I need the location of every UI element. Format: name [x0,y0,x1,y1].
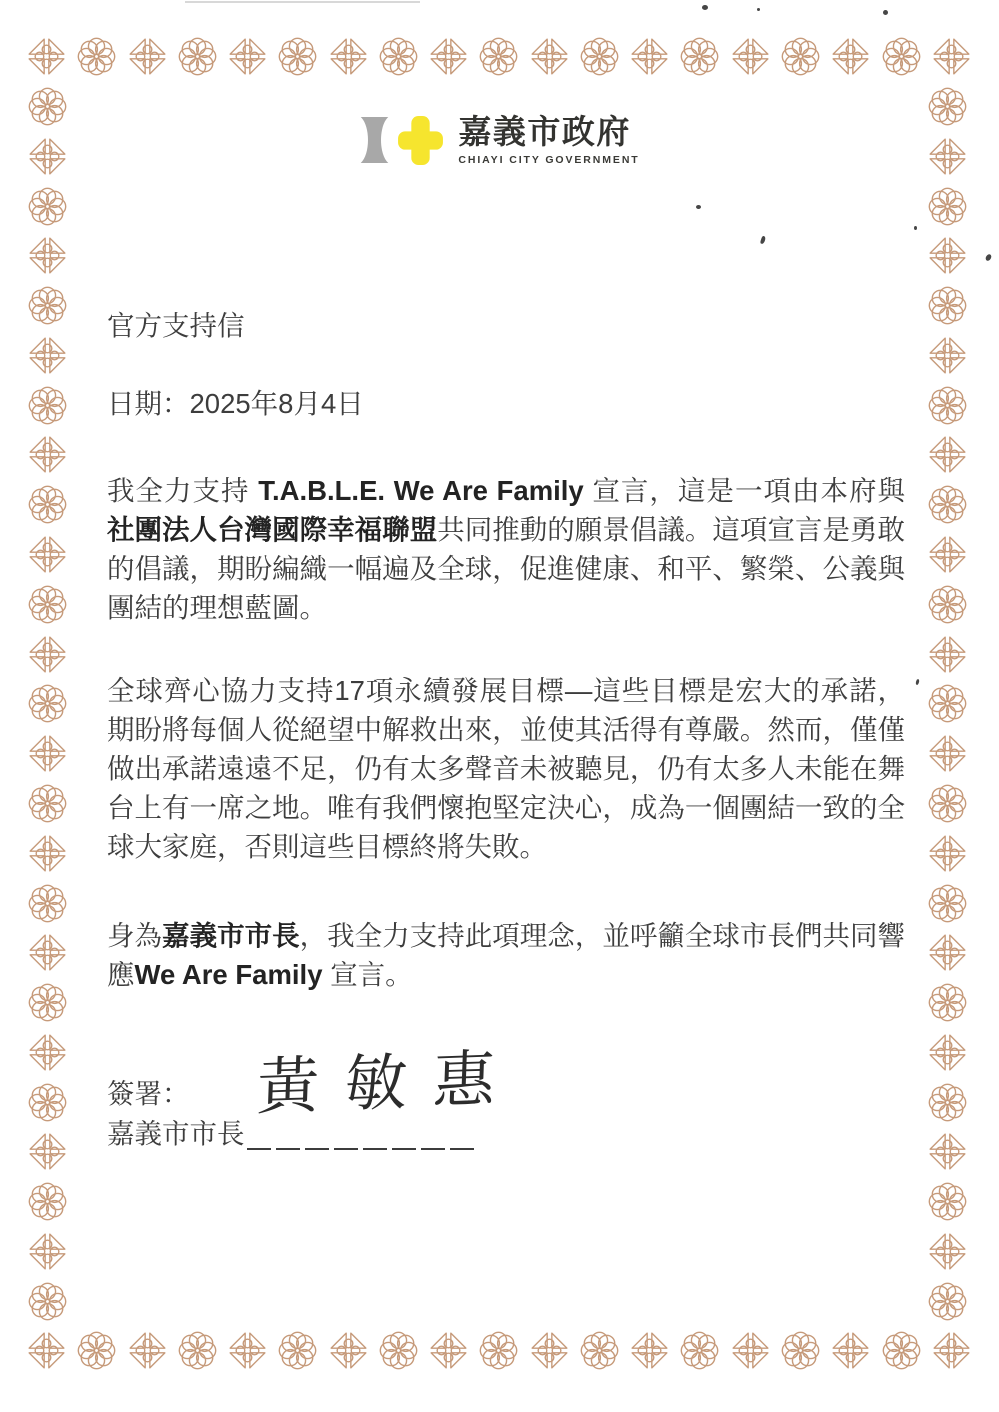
border-rosette-icon [778,34,823,79]
border-rosette-icon [925,1279,970,1324]
logo-mark [359,115,444,166]
scan-speck [757,8,760,11]
border-diamond-icon [426,1328,471,1373]
border-diamond-icon [925,233,970,278]
text-run: ，我全力支持此項理念，並呼籲全球市長們共同響應 [107,920,906,990]
border-rosette-icon [925,283,970,328]
logo-pillar-icon [359,116,390,164]
border-rosette-icon [175,1328,220,1373]
border-rosette-icon [25,283,70,328]
border-diamond-icon [728,34,773,79]
border-diamond-icon [225,1328,270,1373]
border-rosette-icon [25,184,70,229]
border-diamond-icon [24,1328,69,1373]
scan-speck [702,5,708,10]
border-diamond-icon [527,34,572,79]
border-rosette-icon [925,781,970,826]
border-rosette-icon [677,1328,722,1373]
border-diamond-icon [426,34,471,79]
border-rosette-icon [25,582,70,627]
border-rosette-icon [577,34,622,79]
signature-role: 嘉義市市長 [107,1118,245,1149]
border-diamond-icon [25,1030,70,1075]
border-rosette-icon [25,781,70,826]
border-diamond-icon [925,333,970,378]
border-rosette-icon [879,1328,924,1373]
letter-title: 官方支持信 [107,310,245,341]
border-diamond-icon [25,233,70,278]
border-rosette-icon [677,34,722,79]
border-diamond-icon [25,831,70,876]
letter-content [107,306,905,1155]
border-rosette-icon [275,1328,320,1373]
border-rosette-icon [376,1328,421,1373]
border-diamond-icon [25,930,70,975]
border-rosette-icon [778,1328,823,1373]
text-run: 全球齊心協力支持17項永續發展目標—這些目標是宏大的承諾，期盼將每個人從絕望中解救出來，並使其活得有尊嚴。然而，僅僅做出承諾遠遠不足，仍有太多聲音未被聽見，仍有太多人未能在舞台上有一席之地。唯有我們懷抱堅定決心，成為一個團結一致的全球大家庭，否則這些目標終將失敗。 [107,675,905,862]
border-diamond-icon [925,1129,970,1174]
header-logo [0,114,999,166]
scan-streak [185,1,420,3]
border-rosette-icon [925,681,970,726]
border-rosette-icon [376,34,421,79]
signature-block [107,1044,905,1155]
logo-cross-icon [397,115,444,166]
border-rosette-icon [925,881,970,926]
border-rosette-icon [476,1328,521,1373]
border-rosette-icon [25,383,70,428]
border-rosette-icon [275,34,320,79]
border-rosette-icon [577,1328,622,1373]
border-rosette-icon [175,34,220,79]
logo-text [458,114,639,166]
border-rosette-icon [25,482,70,527]
border-diamond-icon [925,1030,970,1075]
border-diamond-icon [25,1129,70,1174]
border-diamond-icon [25,532,70,577]
text-run: 宣言，這是一項由本府與 [583,475,906,506]
border-rosette-icon [74,34,119,79]
border-rosette-icon [879,34,924,79]
border-rosette-icon [925,383,970,428]
border-rosette-icon [476,34,521,79]
text-run-bold: T.A.B.L.E. We Are Family [258,475,584,506]
border-diamond-icon [125,34,170,79]
border-diamond-icon [25,1229,70,1274]
text-run: 宣言。 [322,959,413,990]
border-diamond-icon [728,1328,773,1373]
border-diamond-icon [125,1328,170,1373]
paragraph-mayor-call [107,916,905,994]
border-rosette-icon [25,881,70,926]
border-diamond-icon [25,731,70,776]
scan-speck [760,236,766,245]
border-diamond-icon [25,632,70,677]
border-left [25,84,71,1324]
text-run-bold: We Are Family [134,959,323,990]
signature-line [247,1148,475,1150]
border-rosette-icon [74,1328,119,1373]
border-diamond-icon [326,1328,371,1373]
signature-handwriting: 黃敏惠 [255,1044,523,1123]
border-diamond-icon [24,34,69,79]
border-diamond-icon [925,731,970,776]
border-diamond-icon [527,1328,572,1373]
scan-speck [883,10,888,15]
logo-subtitle: CHIAYI CITY GOVERNMENT [458,154,640,166]
border-rosette-icon [25,1080,70,1125]
border-rosette-icon [25,1179,70,1224]
scan-speck [915,679,919,686]
border-diamond-icon [828,34,873,79]
text-run: 身為 [107,920,163,951]
paragraph-support [107,471,905,627]
border-diamond-icon [925,831,970,876]
border-diamond-icon [225,34,270,79]
paragraph-sdg [107,671,905,866]
scan-speck [985,253,993,262]
border-rosette-icon [925,1080,970,1125]
border-diamond-icon [925,432,970,477]
border-diamond-icon [929,1328,974,1373]
border-rosette-icon [925,482,970,527]
text-run: 我全力支持 [107,475,259,506]
text-run-bold: 社團法人台灣國際幸福聯盟 [107,514,438,545]
border-right [925,84,971,1324]
border-diamond-icon [326,34,371,79]
border-rosette-icon [25,681,70,726]
border-diamond-icon [25,432,70,477]
border-diamond-icon [627,34,672,79]
border-rosette-icon [25,1279,70,1324]
border-diamond-icon [925,930,970,975]
letter-date: 日期：2025年8月4日 [107,388,364,419]
border-diamond-icon [925,632,970,677]
border-diamond-icon [627,1328,672,1373]
scan-speck [914,226,917,230]
border-rosette-icon [925,582,970,627]
text-run-bold: 嘉義市市長 [162,920,300,951]
scan-speck [696,205,701,209]
border-rosette-icon [25,980,70,1025]
border-diamond-icon [925,532,970,577]
border-rosette-icon [925,1179,970,1224]
border-diamond-icon [828,1328,873,1373]
text-run: 共同推動的願景倡議。這項宣言是勇敢的倡議，期盼編織一幅遍及全球，促進健康、和平、繁榮、公義與團結的理想藍圖。 [107,514,906,623]
border-diamond-icon [925,1229,970,1274]
border-bottom [24,1328,974,1374]
border-diamond-icon [929,34,974,79]
border-diamond-icon [25,333,70,378]
border-rosette-icon [925,184,970,229]
logo-title: 嘉義市政府 [458,113,631,150]
border-rosette-icon [925,980,970,1025]
border-top [24,34,974,80]
signature-label: 簽署： [107,1078,190,1109]
